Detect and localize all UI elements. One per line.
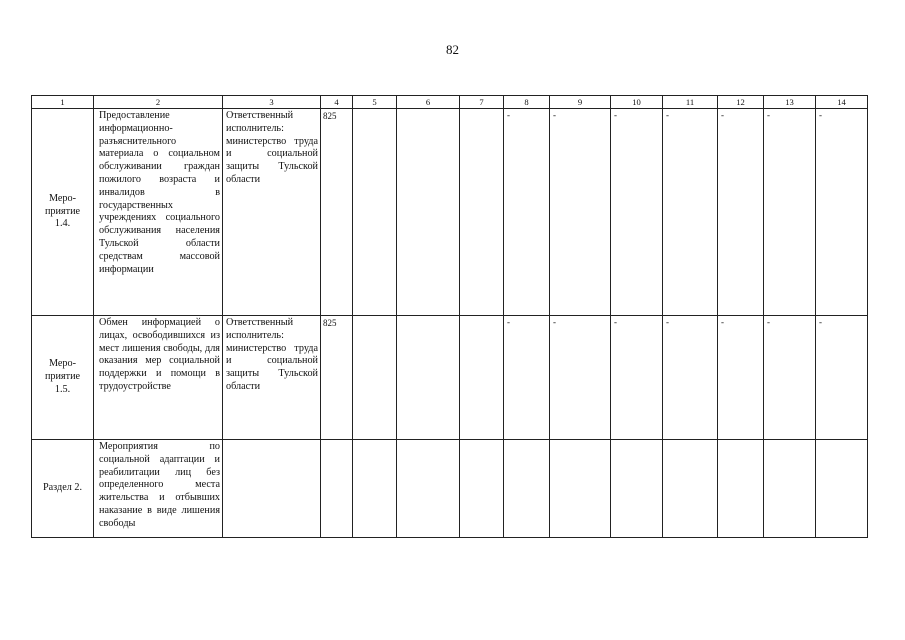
row-code: 825 [321, 109, 353, 316]
value-cell [663, 316, 718, 440]
page-number: 82 [446, 42, 459, 57]
header-cell: 8 [504, 96, 550, 109]
dash-value: - [721, 317, 724, 327]
table-row [32, 316, 868, 440]
dash-value: - [553, 317, 556, 327]
header-cell: 7 [460, 96, 504, 109]
dash-value: - [614, 110, 617, 120]
value-cell [504, 316, 550, 440]
value-cell [764, 316, 816, 440]
value-cell [816, 316, 868, 440]
empty-cell [816, 440, 868, 538]
value-cell [663, 109, 718, 316]
header-cell: 11 [663, 96, 718, 109]
empty-cell [718, 440, 764, 538]
value-cell [550, 109, 611, 316]
row-description: Мероприятия по социальной адаптации и реабилитации лиц без определенного места жительства и отбывших наказание в виде лишения свободы [94, 440, 223, 538]
row-code [321, 440, 353, 538]
value-cell [550, 316, 611, 440]
row-label: Раздел 2. [32, 440, 94, 538]
empty-cell [353, 440, 397, 538]
value-cell [718, 316, 764, 440]
row-code: 825 [321, 316, 353, 440]
dash-value: - [819, 317, 822, 327]
value-cell [611, 109, 663, 316]
empty-cell [460, 440, 504, 538]
table-row [32, 109, 868, 316]
dash-value: - [553, 110, 556, 120]
empty-cell [460, 316, 504, 440]
header-cell: 2 [94, 96, 223, 109]
dash-value: - [767, 317, 770, 327]
empty-cell [397, 109, 460, 316]
empty-cell [504, 440, 550, 538]
header-cell: 13 [764, 96, 816, 109]
empty-cell [460, 109, 504, 316]
row-label: Меро- приятие 1.5. [32, 316, 94, 440]
header-cell: 5 [353, 96, 397, 109]
dash-value: - [819, 110, 822, 120]
empty-cell [353, 109, 397, 316]
header-cell: 10 [611, 96, 663, 109]
row-executor: Ответственный исполнитель: министерство труда и социальной защиты Тульской области [223, 316, 321, 440]
header-cell: 9 [550, 96, 611, 109]
row-description: Обмен информацией о лицах, освободившихся из мест лишения свободы, для оказания мер социальной поддержки и помощи в трудоустройстве [94, 316, 223, 440]
empty-cell [353, 316, 397, 440]
row-executor: Ответственный исполнитель: министерство труда и социальной защиты Тульской области [223, 109, 321, 316]
table-row [32, 440, 868, 538]
program-table [31, 95, 868, 538]
header-row [32, 96, 868, 109]
header-cell: 1 [32, 96, 94, 109]
empty-cell [550, 440, 611, 538]
dash-value: - [721, 110, 724, 120]
dash-value: - [666, 110, 669, 120]
header-cell: 3 [223, 96, 321, 109]
value-cell [816, 109, 868, 316]
value-cell [764, 109, 816, 316]
row-description: Предоставление информационно-разъяснительного материала о социальном обслуживании граждан пожилого возраста и инвалидов в государственных учреждениях социального обслуживания населения Тульской области средствам массовой информации [94, 109, 223, 316]
empty-cell [397, 440, 460, 538]
empty-cell [764, 440, 816, 538]
value-cell [611, 316, 663, 440]
header-cell: 12 [718, 96, 764, 109]
dash-value: - [507, 110, 510, 120]
header-cell: 14 [816, 96, 868, 109]
dash-value: - [507, 317, 510, 327]
header-cell: 4 [321, 96, 353, 109]
row-executor [223, 440, 321, 538]
empty-cell [663, 440, 718, 538]
empty-cell [397, 316, 460, 440]
row-label: Меро- приятие 1.4. [32, 109, 94, 316]
dash-value: - [767, 110, 770, 120]
header-cell: 6 [397, 96, 460, 109]
dash-value: - [614, 317, 617, 327]
value-cell [718, 109, 764, 316]
empty-cell [611, 440, 663, 538]
dash-value: - [666, 317, 669, 327]
value-cell [504, 109, 550, 316]
